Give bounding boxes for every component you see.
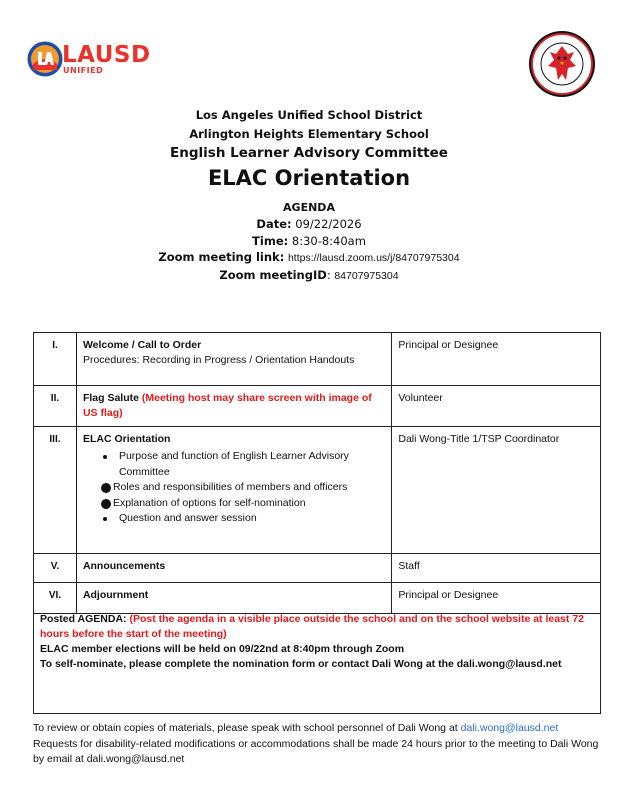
table-row (34, 333, 601, 386)
item-number: I. (34, 333, 77, 386)
date-label: Date: (256, 217, 292, 231)
zoom-link-label: Zoom meeting link: (158, 250, 285, 264)
zoom-link-line (0, 250, 618, 264)
district-name: Los Angeles Unified School District (195, 108, 423, 122)
committee-name: English Learner Advisory Committee (170, 145, 448, 161)
item-title: Flag Salute (82, 392, 139, 404)
item-cell (76, 554, 391, 583)
posted-line-1 (40, 612, 594, 642)
table-row (34, 554, 601, 583)
item-title: Welcome / Call to Order (82, 339, 202, 351)
table-row (34, 427, 601, 554)
item-presenter: Principal or Designee (392, 333, 601, 386)
posted-note: (Post the agenda in a visible place outside the school and on the school website at least 72 hours before the start of the meeting) (40, 613, 584, 640)
self-nominate-line: To self-nominate, please complete the nomination form or contact Dali Wong at the dali.wong@lausd.net (40, 658, 562, 670)
lausd-logo (26, 40, 156, 80)
item-presenter: Staff (392, 554, 601, 583)
school-name: Arlington Heights Elementary School (189, 127, 429, 141)
bullet-icon (101, 483, 111, 493)
orientation-bullets (83, 449, 385, 527)
item-number: VI. (34, 583, 77, 614)
list-item: Purpose and function of English Learner Advisory Committee (83, 449, 385, 480)
item-title: Announcements (82, 560, 166, 572)
list-item: Roles and responsibilities of members and officers (83, 480, 385, 496)
item-presenter: Dali Wong-Title 1/TSP Coordinator (392, 427, 601, 554)
zoom-link[interactable]: https://lausd.zoom.us/j/84707975304 (287, 252, 460, 264)
posted-label: Posted AGENDA: (40, 613, 127, 625)
zoom-id-colon: : (326, 268, 331, 282)
time-value: 8:30-8:40am (291, 234, 366, 248)
date-line (0, 217, 618, 231)
item-number: V. (34, 554, 77, 583)
item-cell (76, 386, 391, 427)
agenda-label: AGENDA (283, 201, 335, 214)
date-value: 09/22/2026 (295, 217, 362, 231)
footer-line-1: To review or obtain copies of materials, please speak with school personnel of Dali Wong at dali.wong@lausd.net (33, 722, 559, 734)
email-link[interactable]: dali.wong@lausd.net (460, 722, 559, 734)
school-seal-icon (528, 30, 596, 98)
lausd-unified-label: UNIFIED (63, 66, 104, 75)
page-title: ELAC Orientation (207, 166, 411, 190)
zoom-id-label: Zoom meetingID (219, 268, 327, 282)
item-cell (76, 333, 391, 386)
list-item: Question and answer session (83, 511, 385, 527)
list-item: Explanation of options for self-nomination (83, 496, 385, 512)
item-title: Adjournment (82, 589, 149, 601)
item-cell (76, 427, 391, 554)
lausd-emblem-icon (26, 40, 64, 78)
item-number: II. (34, 386, 77, 427)
item-note: (Meeting host may share screen with image of US flag) (82, 392, 372, 419)
bullet-icon (103, 517, 107, 521)
time-label: Time: (252, 234, 289, 248)
agenda-table (33, 332, 601, 614)
time-line (0, 234, 618, 248)
zoom-id-line (0, 268, 618, 282)
lausd-wordmark: LAUSD (62, 42, 151, 68)
item-title: ELAC Orientation (82, 433, 171, 445)
bullet-icon (101, 499, 111, 509)
posted-agenda-box (33, 607, 601, 714)
table-row (34, 386, 601, 427)
footer-line-2: Requests for disability-related modifications or accommodations shall be made 24 hours prior to the meeting to Dali Wong by email at dali.wong@lausd.net (33, 737, 599, 765)
elections-line: ELAC member elections will be held on 09/22nd at 8:40pm through Zoom (40, 643, 405, 655)
item-number: III. (34, 427, 77, 554)
item-presenter: Volunteer (392, 386, 601, 427)
bullet-icon (103, 455, 107, 459)
zoom-id-value: 84707975304 (334, 270, 399, 282)
footer (33, 721, 608, 768)
item-detail: Procedures: Recording in Progress / Orientation Handouts (82, 354, 355, 366)
item-presenter: Principal or Designee (392, 583, 601, 614)
